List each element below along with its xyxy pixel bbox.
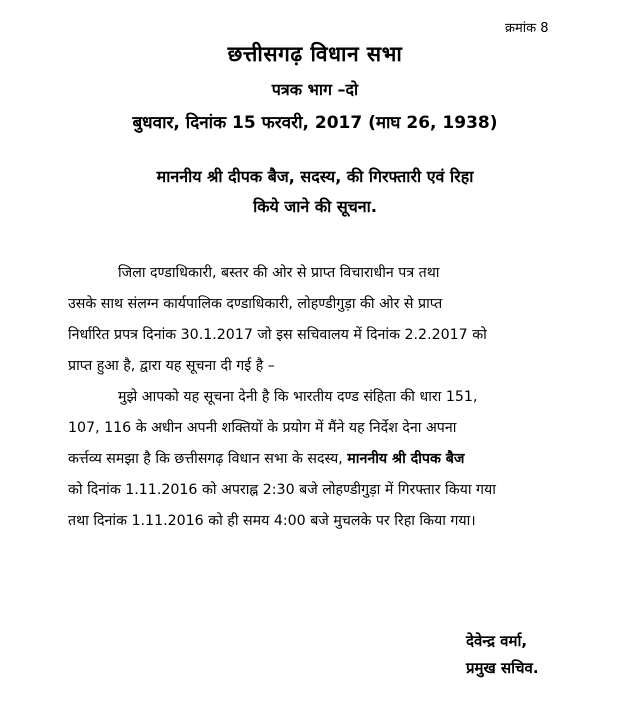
paragraph-2-line-2: 107, 116 के अधीन अपनी शक्तियों के प्रयोग में मैंने यह निर्देश देना अपना	[68, 420, 457, 436]
paragraph-2-line-3-text: कर्त्तव्य समझा है कि छत्तीसगढ़ विधान सभा के सदस्य,	[68, 451, 348, 467]
paragraph-2-line-1: मुझे आपको यह सूचना देनी है कि भारतीय दण्ड संहिता की धारा 151,	[118, 389, 478, 405]
signatory-designation: प्रमुख सचिव.	[466, 659, 539, 677]
paragraph-1-line-1: जिला दण्डाधिकारी, बस्तर की ओर से प्राप्त विचाराधीन पत्र तथा	[118, 265, 440, 281]
notice-heading	[0, 162, 630, 222]
paragraph-1-line-3: निर्धारित प्रपत्र दिनांक 30.1.2017 जो इस सचिवालय में दिनांक 2.2.2017 को	[68, 327, 487, 343]
document-subtitle: पत्रक भाग –दो	[271, 80, 359, 99]
paragraph-1-line-4: प्राप्त हुआ है, द्वारा यह सूचना दी गई है –	[68, 358, 275, 374]
document-title: छत्तीसगढ़ विधान सभा	[227, 42, 403, 66]
signatory-name: देवेन्द्र वर्मा,	[466, 632, 528, 650]
paragraph-2-line-3	[68, 444, 598, 475]
serial-number: क्रमांक 8	[505, 21, 549, 36]
paragraph-2-line-5: तथा दिनांक 1.11.2016 को ही समय 4:00 बजे मुचलके पर रिहा किया गया।	[68, 513, 476, 529]
heading-line-1: माननीय श्री दीपक बैज, सदस्य, की गिरफ्तारी एवं रिहा	[156, 167, 474, 186]
date-line: बुधवार, दिनांक 15 फरवरी, 2017 (माघ 26, 1938)	[132, 113, 498, 133]
member-name-bold: माननीय श्री दीपक बैज	[347, 451, 465, 467]
heading-line-2: किये जाने की सूचना.	[253, 197, 377, 216]
paragraph-1-line-2: उसके साथ संलग्न कार्यपालिक दण्डाधिकारी, लोहण्डीगुड़ा की ओर से प्राप्त	[68, 296, 443, 312]
notice-body	[68, 258, 598, 537]
paragraph-2-line-4: को दिनांक 1.11.2016 को अपराह्न 2:30 बजे लोहण्डीगुड़ा में गिरफ्तार किया गया	[68, 482, 496, 498]
signature-block	[466, 628, 539, 682]
